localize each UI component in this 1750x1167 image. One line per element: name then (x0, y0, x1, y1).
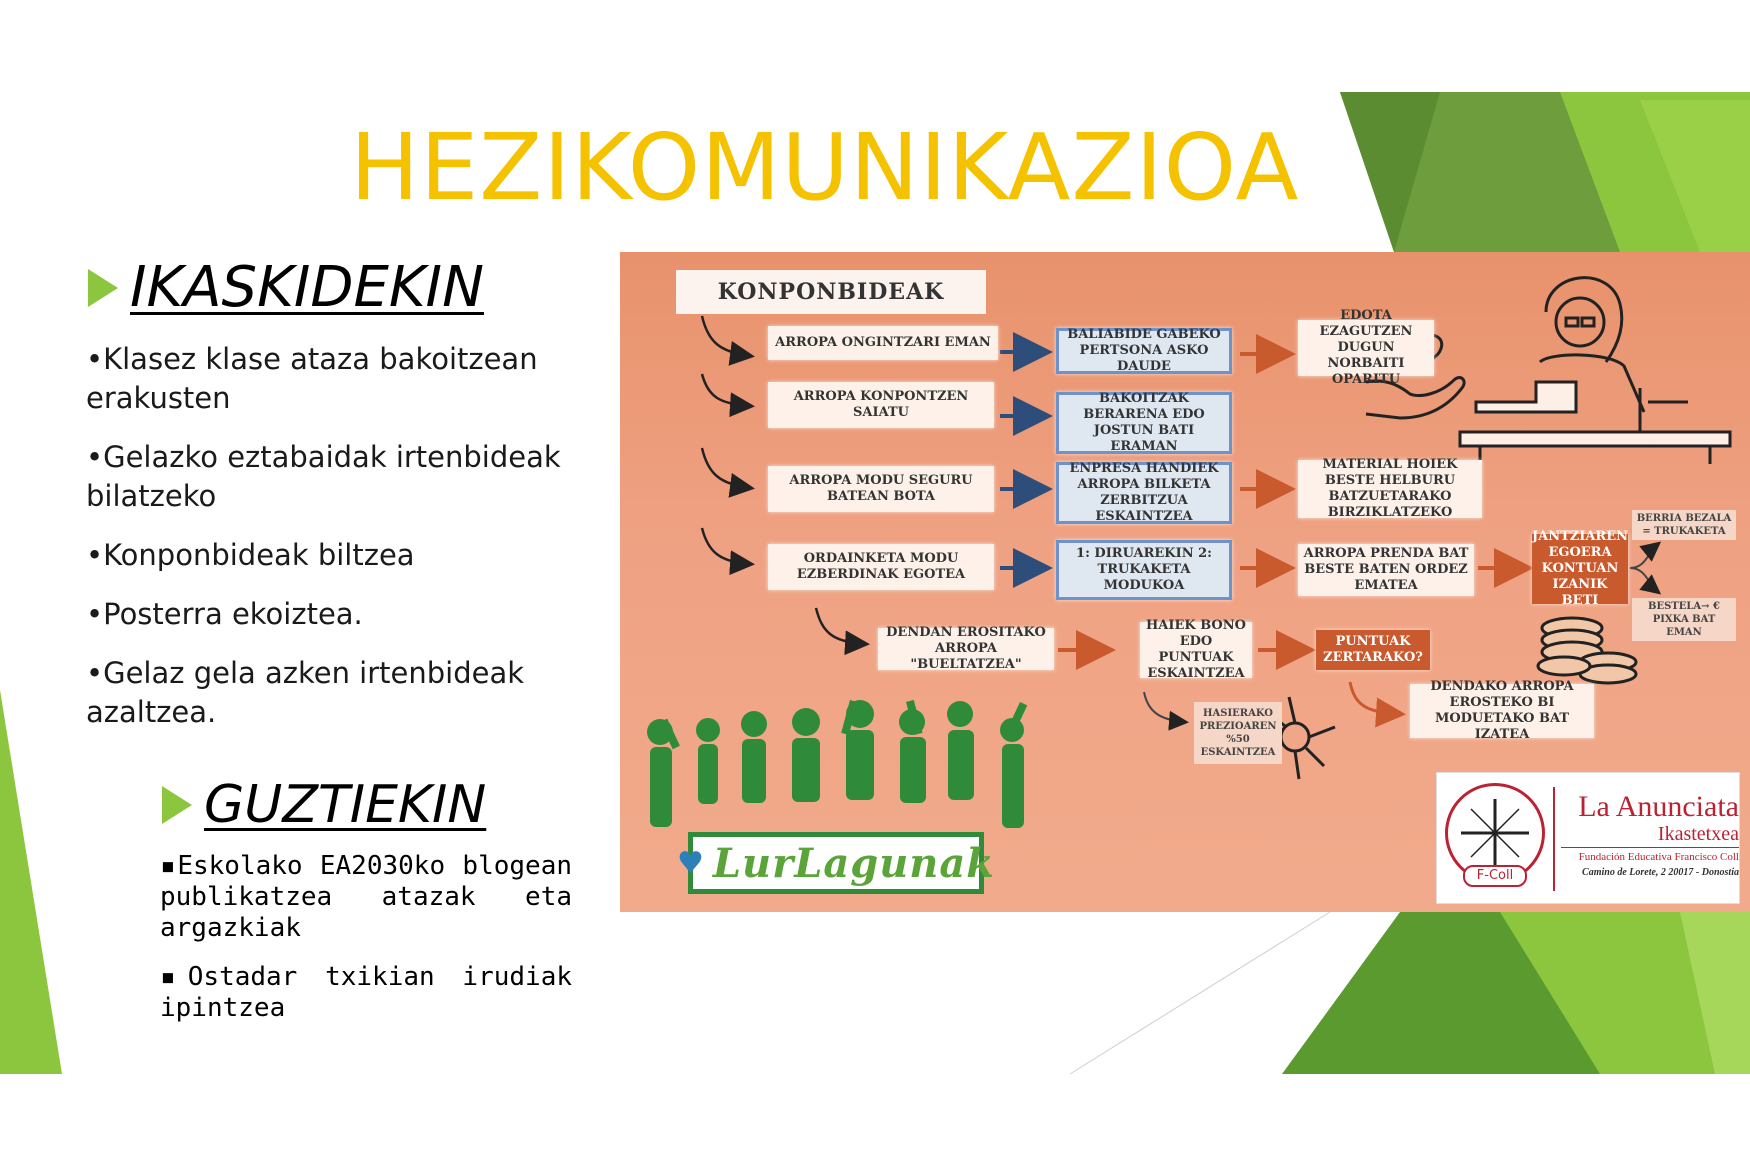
sewing-woman-icon (1460, 278, 1730, 464)
school-name: La Anunciata (1578, 790, 1739, 823)
box-row5-b: HAIEK BONO EDO PUNTUAK ESKAINTZEA (1140, 622, 1252, 678)
school-subtitle: Ikastetxea (1561, 823, 1739, 848)
list-item: • Klasez klase ataza bakoitzean erakusten (86, 340, 586, 418)
note-hasierako: HASIERAKO PREZIOAREN %50 ESKAINTZEA (1194, 702, 1282, 764)
box-row2-b: BAKOITZAK BERARENA EDO JOSTUN BATI ERAMAN (1056, 392, 1232, 454)
list-item: • Gelaz gela azken irtenbideak azaltzea. (86, 654, 586, 732)
box-row4-c: ARROPA PRENDA BAT BESTE BATEN ORDEZ EMATEA (1298, 544, 1474, 596)
list-item: • Gelazko eztabaidak irtenbideak bilatzeko (86, 438, 586, 516)
lurlagunak-text: LurLagunak (712, 839, 995, 887)
infographic-title: KONPONBIDEAK (676, 270, 986, 314)
ikaskidekin-list (86, 340, 586, 752)
lurlagunak-banner (677, 832, 995, 894)
school-foundation: Fundación Educativa Francisco Coll (1578, 851, 1739, 863)
triangle-bullet-icon (88, 269, 118, 307)
list-item: • Posterra ekoiztea. (86, 595, 586, 634)
school-seal-label: F-Coll (1463, 865, 1527, 887)
box-row2-a: ARROPA KONPONTZEN SAIATU (768, 382, 994, 428)
note-bestela: BESTELA→ € PIXKA BAT EMAN (1632, 598, 1736, 641)
school-logo-block (1436, 772, 1740, 904)
box-row5-a: DENDAN EROSITAKO ARROPA "BUELTATZEA" (878, 628, 1054, 670)
box-row1-b: BALIABIDE GABEKO PERTSONA ASKO DAUDE (1056, 328, 1232, 374)
box-row4-b: 1: DIRUAREKIN 2: TRUKAKETA MODUKOA (1056, 540, 1232, 600)
triangle-bullet-icon (162, 786, 192, 824)
box-row4-a: ORDAINKETA MODU EZBERDINAK EGOTEA (768, 544, 994, 590)
cross-icon (1455, 793, 1535, 873)
list-item: ▪ Ostadar txikian irudiak ipintzea (160, 962, 572, 1024)
section-heading-text: GUZTIEKIN (204, 775, 487, 835)
school-address: Camino de Lorete, 2 20017 - Donostia (1582, 867, 1739, 878)
people-group-icon (647, 700, 1027, 828)
box-row3-c: MATERIAL HOIEK BESTE HELBURU BATZUETARAKO BIRZIKLATZEKO (1298, 460, 1482, 518)
slide-title: HEZIKOMUNIKAZIOA (350, 114, 1300, 221)
box-row1-a: ARROPA ONGINTZARI EMAN (768, 326, 998, 360)
coins-icon (1538, 618, 1636, 683)
list-item: • Konponbideak biltzea (86, 536, 586, 575)
box-row3-b: ENPRESA HANDIEK ARROPA BILKETA ZERBITZUA ESKAINTZEA (1056, 462, 1232, 524)
box-row4-d: JANTZIAREN EGOERA KONTUAN IZANIK BETI (1531, 529, 1629, 608)
school-divider (1553, 787, 1555, 891)
section-heading-ikaskidekin (88, 255, 484, 320)
box-row1-c: EDOTA EZAGUTZEN DUGUN NORBAITI OPARITU (1298, 320, 1434, 376)
globe-heart-icon: ♥ (677, 845, 705, 881)
guztiekin-list (160, 851, 572, 1042)
section-heading-guztiekin (162, 775, 486, 835)
box-row3-a: ARROPA MODU SEGURU BATEAN BOTA (768, 466, 994, 512)
konponbideak-infographic (620, 252, 1750, 912)
list-item: ▪ Eskolako EA2030ko blogean publikatzea atazak eta argazkiak (160, 851, 572, 944)
box-row5-c: PUNTUAK ZERTARAKO? (1316, 630, 1430, 670)
note-berria: BERRIA BEZALA = TRUKAKETA (1632, 510, 1736, 540)
box-row5-d: DENDAKO ARROPA EROSTEKO BI MODUETAKO BAT IZATEA (1410, 684, 1594, 738)
section-heading-text: IKASKIDEKIN (130, 255, 484, 320)
